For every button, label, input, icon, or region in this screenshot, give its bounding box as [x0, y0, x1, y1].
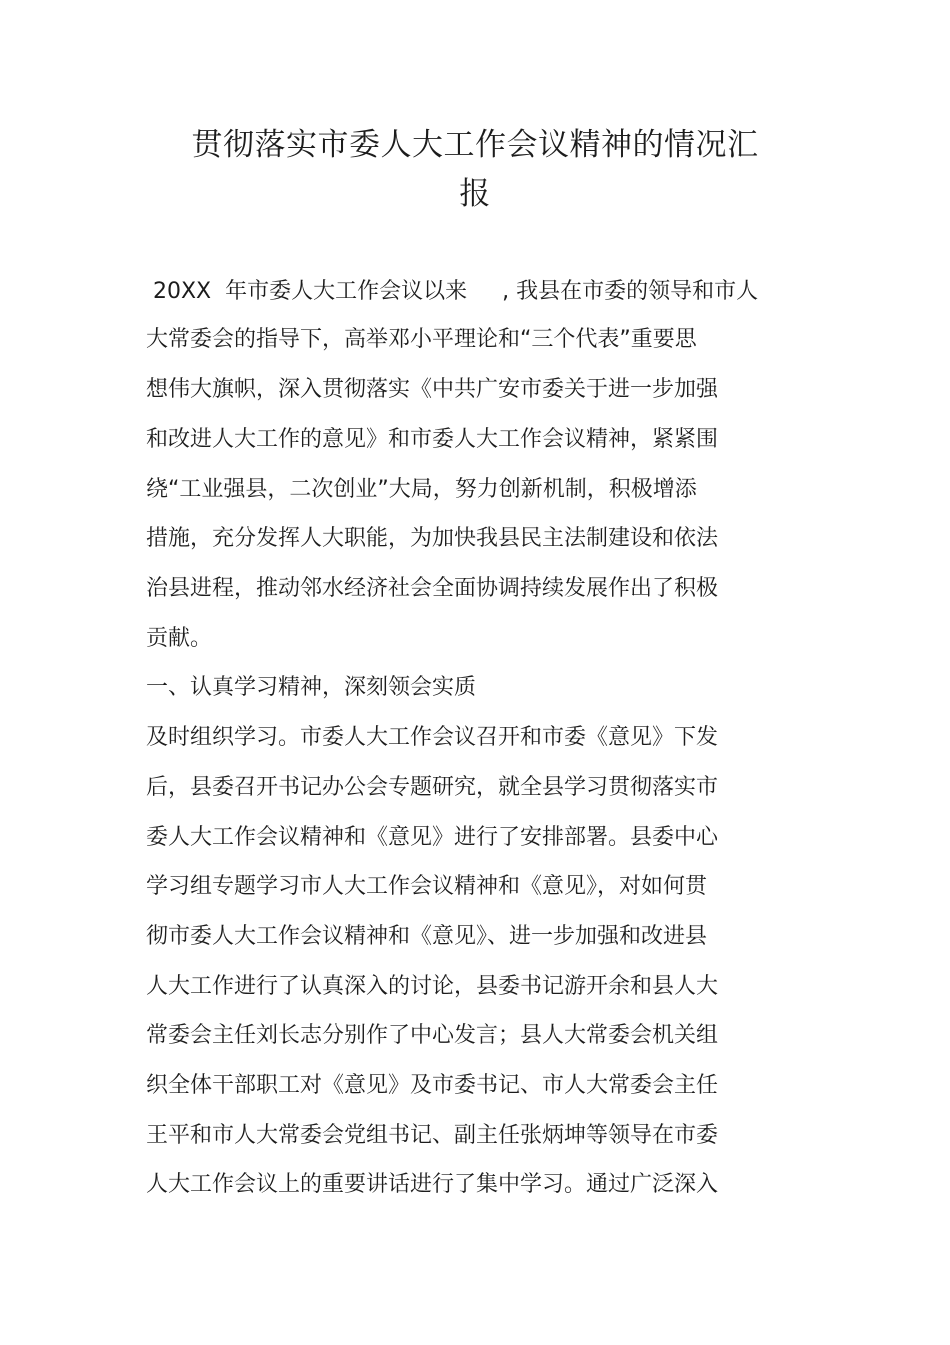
body-line: 贡献。	[146, 626, 213, 651]
body-line: 治县进程，推动邻水经济社会全面协调持续发展作出了积极	[146, 576, 719, 601]
document-title-line-1: 贯彻落实市委人大工作会议精神的情况汇	[191, 127, 759, 163]
body-line: 织全体干部职工对《意见》及市委书记、市人大常委会主任	[146, 1073, 719, 1098]
body-line: 常委会主任刘长志分别作了中心发言；县人大常委会机关组	[146, 1023, 719, 1048]
body-line: 委人大工作会议精神和《意见》进行了安排部署。县委中心	[146, 825, 719, 850]
body-line: 和改进人大工作的意见》和市委人大工作会议精神，紧紧围	[146, 427, 719, 452]
body-line: 大常委会的指导下，高举邓小平理论和“三个代表”重要思	[146, 327, 697, 352]
body-line: 绕“工业强县，二次创业”大局，努力创新机制，积极增添	[146, 477, 697, 502]
body-line: 彻市委人大工作会议精神和《意见》、进一步加强和改进县	[146, 924, 708, 949]
document-title-line-2: 报	[459, 176, 491, 212]
body-line: 措施，充分发挥人大职能，为加快我县民主法制建设和依法	[146, 526, 719, 551]
body-line: 及时组织学习。市委人大工作会议召开和市委《意见》下发	[146, 725, 719, 750]
section-heading: 一、认真学习精神，深刻领会实质	[146, 675, 477, 700]
body-line: 王平和市人大常委会党组书记、副主任张炳坤等领导在市委	[146, 1123, 719, 1148]
body-line: 学习组专题学习市人大工作会议精神和《意见》，对如何贯	[146, 874, 708, 899]
body-line: 后，县委召开书记办公会专题研究，就全县学习贯彻落实市	[146, 775, 719, 800]
body-line: 想伟大旗帜，深入贯彻落实《中共广安市委关于进一步加强	[146, 377, 719, 402]
body-line: 人大工作会议上的重要讲话进行了集中学习。通过广泛深入	[146, 1172, 719, 1197]
body-line: 人大工作进行了认真深入的讨论，县委书记游开余和县人大	[146, 974, 719, 999]
body-line: 20XX 年市委人大工作会议以来 , 我县在市委的领导和市人	[146, 279, 759, 304]
